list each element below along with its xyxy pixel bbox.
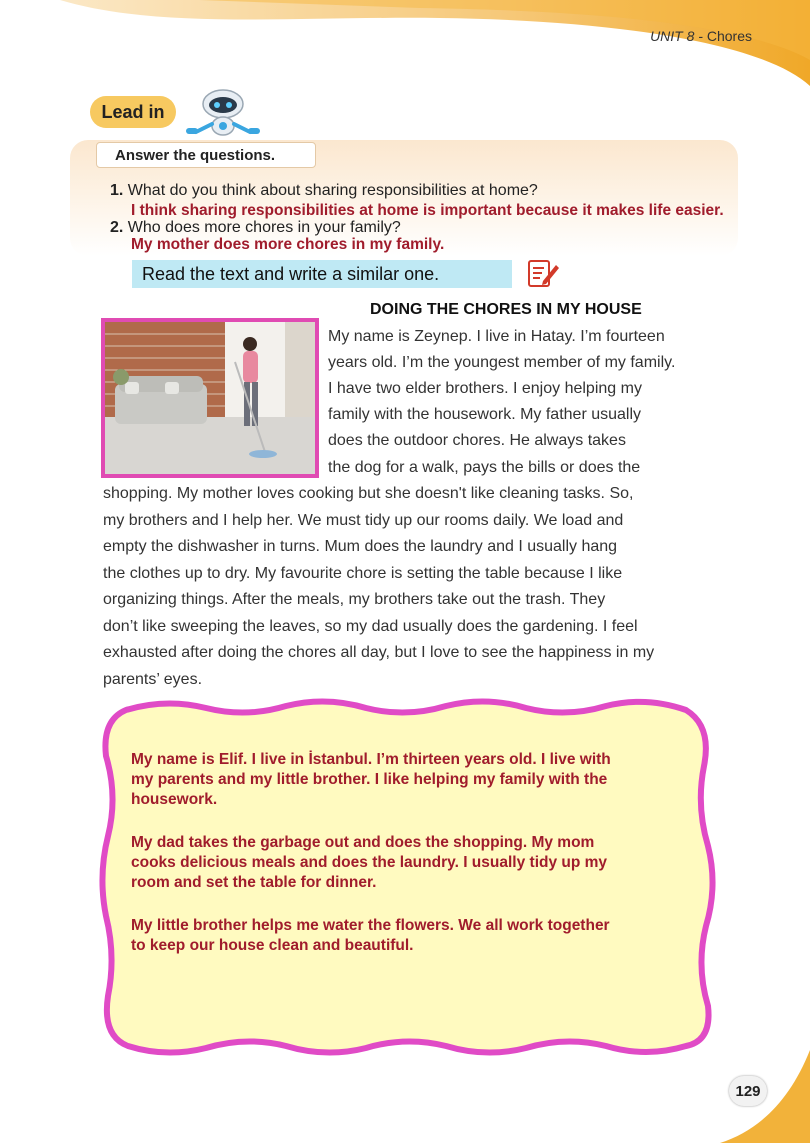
body-line: organizing things. After the meals, my brothers take out the trash. They — [103, 591, 606, 608]
body-line: family with the housework. My father usually — [328, 406, 642, 423]
task-banner: Read the text and write a similar one. — [132, 260, 512, 288]
text-title: DOING THE CHORES IN MY HOUSE — [370, 301, 642, 318]
chore-photo — [101, 318, 319, 478]
student-line: room and set the table for dinner. — [131, 874, 377, 891]
robot-mascot-icon — [180, 88, 266, 140]
body-line: empty the dishwasher in turns. Mum does the laundry and I usually hang — [103, 538, 618, 555]
body-line: don’t like sweeping the leaves, so my dad usually does the gardening. I feel — [103, 618, 638, 635]
lead-in-label: Lead in — [90, 96, 176, 128]
girl-mopping-image — [105, 322, 315, 474]
question-1: 1. What do you think about sharing responsibilities at home? — [110, 182, 538, 199]
unit-number: UNIT 8 — [650, 28, 695, 44]
unit-label: UNIT 8 - Chores — [650, 28, 752, 44]
body-line: shopping. My mother loves cooking but she doesn't like cleaning tasks. So, — [103, 485, 634, 502]
answer-1: I think sharing responsibilities at home is important because it makes life easier. — [131, 202, 724, 219]
student-line: My name is Elif. I live in İstanbul. I’m thirteen years old. I live with — [131, 751, 611, 768]
answer-2: My mother does more chores in my family. — [131, 236, 445, 253]
student-line: my parents and my little brother. I like helping my family with the — [131, 771, 608, 788]
question-2: 2. Who does more chores in your family? — [110, 219, 401, 236]
student-line: to keep our house clean and beautiful. — [131, 937, 414, 954]
body-line: My name is Zeynep. I live in Hatay. I’m fourteen — [328, 328, 665, 345]
question-2-text: Who does more chores in your family? — [127, 219, 401, 236]
student-line: cooks delicious meals and does the laundry. I usually tidy up my — [131, 854, 608, 871]
body-line: does the outdoor chores. He always takes — [328, 432, 626, 449]
body-line: parents’ eyes. — [103, 671, 203, 688]
body-line: exhausted after doing the chores all day, but I love to see the happiness in my — [103, 644, 655, 661]
body-line: the dog for a walk, pays the bills or does the — [328, 459, 641, 476]
student-line: housework. — [131, 791, 218, 808]
student-line: My dad takes the garbage out and does the shopping. My mom — [131, 834, 595, 851]
student-line: My little brother helps me water the flowers. We all work together — [131, 917, 610, 934]
pencil-note-icon — [526, 257, 560, 289]
header-swoosh — [0, 0, 810, 110]
question-1-text: What do you think about sharing responsibilities at home? — [127, 182, 538, 199]
unit-topic: Chores — [706, 28, 752, 44]
body-line: I have two elder brothers. I enjoy helping my — [328, 380, 642, 397]
body-line: the clothes up to dry. My favourite chore is setting the table because I like — [103, 565, 623, 582]
body-line: my brothers and I help her. We must tidy up our rooms daily. We load and — [103, 512, 624, 529]
body-line: years old. I’m the youngest member of my family. — [328, 354, 676, 371]
page-number: 129 — [729, 1076, 767, 1106]
instruction-tab: Answer the questions. — [96, 142, 316, 168]
